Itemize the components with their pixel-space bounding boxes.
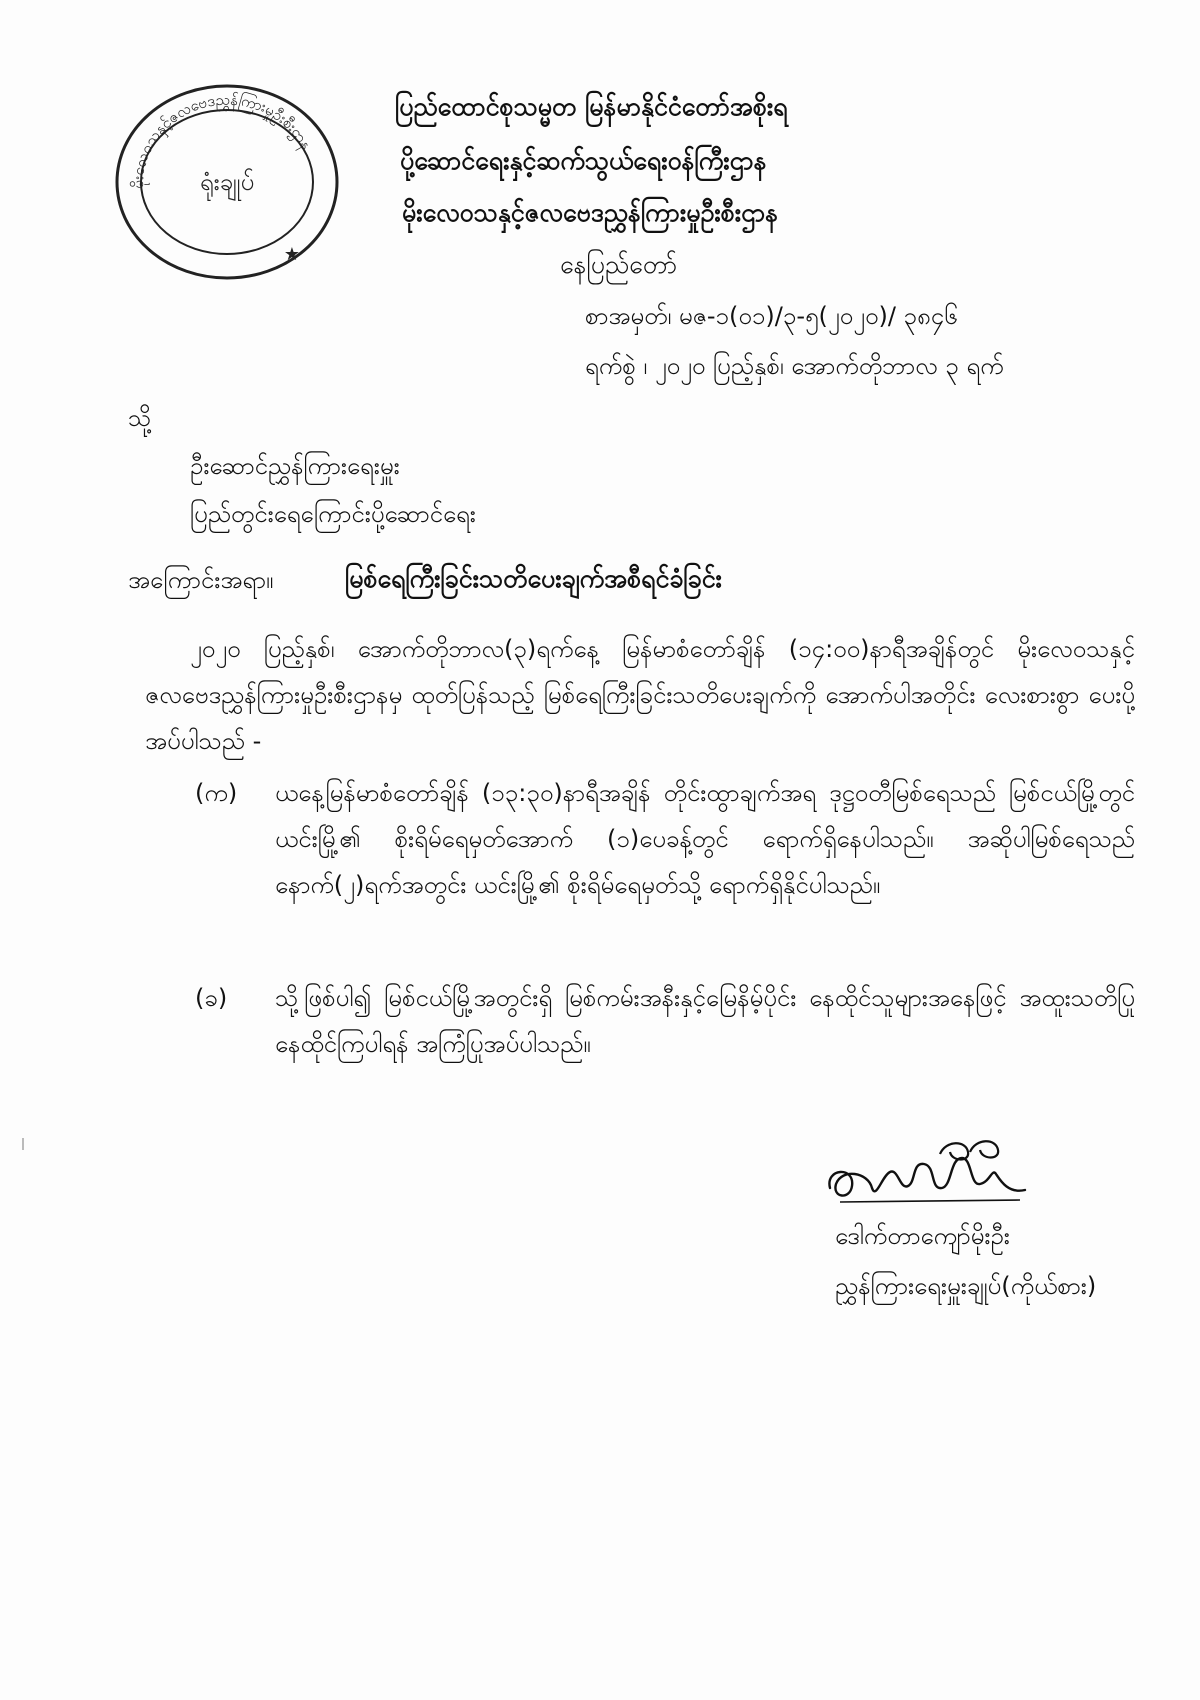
header-line-city: နေပြည်တော် bbox=[560, 250, 678, 279]
official-seal bbox=[112, 82, 342, 292]
letter-number: စာအမှတ်၊ မဇ-၁(၀၁)/၃-၅(၂၀၂၀)/ ၃၈၄၆ bbox=[585, 302, 958, 330]
seal-ring-text: မိုးလေဝသနှင့်ဇလဗေဒညွှန်ကြားမှုဦးစီးဌာန bbox=[128, 90, 316, 189]
header-line-government: ပြည်ထောင်စုသမ္မတ မြန်မာနိုင်ငံတော်အစိုးရ bbox=[395, 92, 788, 121]
addressee-to: သို့ bbox=[128, 404, 152, 432]
subject-label: အကြောင်းအရာ။ bbox=[128, 566, 274, 594]
list-item bbox=[195, 770, 1135, 960]
subject-text: မြစ်ရေကြီးခြင်းသတိပေးချက်အစီရင်ခံခြင်း bbox=[345, 564, 722, 593]
seal-star-icon: ★ bbox=[283, 244, 301, 265]
signatory-name: ဒေါက်တာကျော်မိုးဦး bbox=[835, 1222, 1010, 1250]
scan-margin-mark bbox=[22, 1138, 24, 1150]
body-intro-paragraph: ၂၀၂၀ ပြည့်နှစ်၊ အောက်တိုဘာလ(၃)ရက်နေ့ မြန်မာစံတော်ချိန် (၁၄:၀၀)နာရီအချိန်တွင် မိုးလေဝသနှင့် ဇလဗေဒညွှန်ကြားမှုဦးစီးဌာနမှ ထုတ်ပြန်သည့် မြစ်ရေကြီးခြင်းသတိပေးချက်ကို အောက်ပါအတိုင်း လေးစားစွာ ပေးပို့အပ်ပါသည် - bbox=[145, 635, 1135, 755]
addressee-title: ဦးဆောင်ညွှန်ကြားရေးမှူး bbox=[190, 452, 400, 480]
list-item bbox=[195, 975, 1135, 1075]
header-line-department: မိုးလေဝသနှင့်ဇလဗေဒညွှန်ကြားမှုဦးစီးဌာန bbox=[402, 198, 779, 227]
list-item-text: သို့ဖြစ်ပါ၍ မြစ်ငယ်မြို့အတွင်းရှိ မြစ်ကမ်းအနီးနှင့်မြေနိမ့်ပိုင်း နေထိုင်သူများအနေဖြင့် အထူးသတိပြု နေထိုင်ကြပါရန် အကြံပြုအပ်ပါသည်။ bbox=[275, 984, 1135, 1058]
signatory-title: ညွှန်ကြားရေးမှူးချုပ်(ကိုယ်စား) bbox=[835, 1272, 1097, 1300]
list-item-marker: (က) bbox=[195, 779, 238, 807]
addressee-organization: ပြည်တွင်းရေကြောင်းပို့ဆောင်ရေး bbox=[190, 500, 476, 528]
list-item-marker: (ခ) bbox=[195, 984, 228, 1012]
seal-center-text: ရုံးချုပ် bbox=[199, 168, 255, 196]
header-line-ministry: ပို့ဆောင်ရေးနှင့်ဆက်သွယ်ရေးဝန်ကြီးဌာန bbox=[400, 146, 767, 175]
letter-date: ရက်စွဲ ၊ ၂၀၂၀ ပြည့်နှစ်၊ အောက်တိုဘာလ ၃ ရက် bbox=[585, 352, 1004, 380]
list-item-text: ယနေ့မြန်မာစံတော်ချိန် (၁၃:၃၀)နာရီအချိန် တိုင်းထွာချက်အရ ဒုဋ္ဌဝတီမြစ်ရေသည် မြစ်ငယ်မြို့တွင် ယင်းမြို့၏ စိုးရိမ်ရေမှတ်အောက် (၁)ပေခန့်တွင် ရောက်ရှိနေပါသည်။ အဆိုပါမြစ်ရေသည် နောက်(၂)ရက်အတွင်း ယင်းမြို့၏ စိုးရိမ်ရေမှတ်သို့ ရောက်ရှိနိုင်ပါသည်။ bbox=[275, 779, 1135, 899]
handwritten-signature bbox=[820, 1128, 1030, 1213]
